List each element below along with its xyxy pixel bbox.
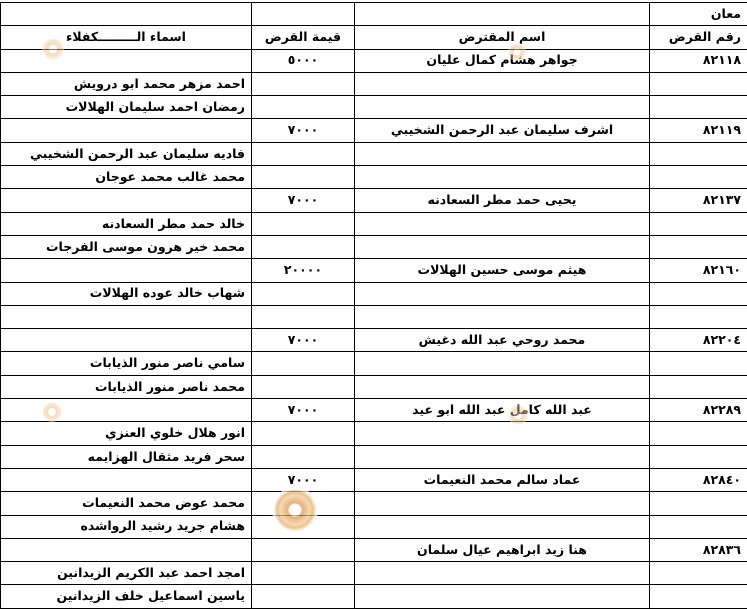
guarantor-row <box>1 212 747 235</box>
guarantor-row <box>1 166 747 189</box>
loan-number: ٨٢٨٤٠ <box>650 468 747 491</box>
empty-cell <box>252 375 355 398</box>
empty-cell <box>650 212 747 235</box>
guarantor-name: سحر فريد مثقال الهزايمه <box>1 445 252 468</box>
guarantor-name: امجد احمد عبد الكريم الزيدانين <box>1 562 252 585</box>
empty-cell <box>650 585 747 608</box>
guarantor-row <box>1 282 747 305</box>
borrower-name: هيثم موسى حسين الهلالات <box>355 259 650 282</box>
empty-cell <box>650 166 747 189</box>
loan-amount: ٧٠٠٠ <box>252 329 355 352</box>
guarantor-name: محمد غالب محمد عوجان <box>1 166 252 189</box>
empty-cell <box>650 422 747 445</box>
borrower-name: عماد سالم محمد النعيمات <box>355 468 650 491</box>
guarantor-name: ياسين اسماعيل خلف الزيدانين <box>1 585 252 608</box>
loan-amount <box>252 538 355 561</box>
guarantor-row <box>1 515 747 538</box>
borrower-name: محمد روحي عبد الله دغيش <box>355 329 650 352</box>
empty-cell <box>1 399 252 422</box>
loan-row <box>1 49 747 72</box>
loan-amount: ٧٠٠٠ <box>252 399 355 422</box>
empty-cell <box>1 3 252 26</box>
loans-table-body <box>1 3 747 609</box>
guarantor-name: هشام جريد رشيد الرواشده <box>1 515 252 538</box>
empty-cell <box>252 142 355 165</box>
empty-cell <box>252 492 355 515</box>
header-guarantors: اسماء الـــــــــكفلاء <box>1 26 252 49</box>
empty-cell <box>650 352 747 375</box>
empty-cell <box>1 468 252 491</box>
empty-cell <box>650 445 747 468</box>
guarantor-name: انور هلال خلوي العنزي <box>1 422 252 445</box>
empty-cell <box>1 538 252 561</box>
empty-cell <box>355 422 650 445</box>
empty-cell <box>355 212 650 235</box>
loan-amount: ٧٠٠٠ <box>252 119 355 142</box>
loan-row <box>1 399 747 422</box>
borrower-name: هنا زيد ابراهيم عيال سلمان <box>355 538 650 561</box>
empty-cell <box>252 585 355 608</box>
empty-cell <box>252 212 355 235</box>
borrower-name: عبد الله كامل عبد الله ابو عيد <box>355 399 650 422</box>
empty-cell <box>355 72 650 95</box>
empty-cell <box>355 492 650 515</box>
guarantor-row <box>1 142 747 165</box>
loan-number: ٨٢١٣٧ <box>650 189 747 212</box>
guarantor-name: محمد عوض محمد النعيمات <box>1 492 252 515</box>
loan-number: ٨٢٢٠٤ <box>650 329 747 352</box>
loan-row <box>1 119 747 142</box>
borrower-name: جواهر هشام كمال عليان <box>355 49 650 72</box>
empty-cell <box>252 515 355 538</box>
borrower-name: اشرف سليمان عبد الرحمن الشخيبي <box>355 119 650 142</box>
empty-cell <box>355 235 650 258</box>
loan-number: ٨٢٨٣٦ <box>650 538 747 561</box>
guarantor-row <box>1 235 747 258</box>
top-label-row <box>1 3 747 26</box>
empty-cell <box>355 585 650 608</box>
empty-cell <box>1 189 252 212</box>
empty-cell <box>650 96 747 119</box>
guarantor-row <box>1 375 747 398</box>
guarantor-name: فاديه سليمان عبد الرحمن الشخيبي <box>1 142 252 165</box>
empty-cell <box>1 259 252 282</box>
guarantor-name: رمضان احمد سليمان الهلالات <box>1 96 252 119</box>
empty-cell <box>252 235 355 258</box>
guarantor-row <box>1 96 747 119</box>
empty-cell <box>252 445 355 468</box>
empty-cell <box>650 562 747 585</box>
loan-amount: ٥٠٠٠ <box>252 49 355 72</box>
loan-number: ٨٢١٦٠ <box>650 259 747 282</box>
guarantor-row <box>1 585 747 608</box>
empty-cell <box>252 96 355 119</box>
empty-cell <box>355 375 650 398</box>
empty-cell <box>252 72 355 95</box>
empty-cell <box>650 282 747 305</box>
guarantor-name <box>1 305 252 328</box>
empty-cell <box>355 352 650 375</box>
guarantor-name: محمد خير هرون موسى الفرجات <box>1 235 252 258</box>
loan-amount: ٢٠٠٠٠ <box>252 259 355 282</box>
guarantor-row <box>1 492 747 515</box>
guarantor-row <box>1 352 747 375</box>
guarantor-row <box>1 305 747 328</box>
loans-table <box>0 2 747 609</box>
empty-cell <box>650 235 747 258</box>
loan-amount: ٧٠٠٠ <box>252 189 355 212</box>
empty-cell <box>355 96 650 119</box>
empty-cell <box>355 282 650 305</box>
header-loan-amount: قيمة القرض <box>252 26 355 49</box>
empty-cell <box>252 352 355 375</box>
header-row <box>1 26 747 49</box>
empty-cell <box>650 492 747 515</box>
guarantor-name: سامي ناصر منور الذيابات <box>1 352 252 375</box>
empty-cell <box>355 305 650 328</box>
region-label: معان <box>650 3 747 26</box>
loan-number: ٨٢٢٨٩ <box>650 399 747 422</box>
loan-row <box>1 468 747 491</box>
empty-cell <box>650 515 747 538</box>
loan-row <box>1 259 747 282</box>
empty-cell <box>252 305 355 328</box>
empty-cell <box>1 49 252 72</box>
loan-row <box>1 538 747 561</box>
empty-cell <box>252 166 355 189</box>
empty-cell <box>252 3 355 26</box>
empty-cell <box>355 445 650 468</box>
empty-cell <box>252 282 355 305</box>
borrower-name: يحيى حمد مطر السعادنه <box>355 189 650 212</box>
empty-cell <box>252 562 355 585</box>
loan-number: ٨٢١١٩ <box>650 119 747 142</box>
header-borrower-name: اسم المقترض <box>355 26 650 49</box>
empty-cell <box>355 562 650 585</box>
empty-cell <box>355 3 650 26</box>
empty-cell <box>650 142 747 165</box>
empty-cell <box>355 515 650 538</box>
guarantor-name: خالد حمد مطر السعادنه <box>1 212 252 235</box>
loan-row <box>1 189 747 212</box>
guarantor-name: محمد ناصر منور الذيابات <box>1 375 252 398</box>
loan-row <box>1 329 747 352</box>
guarantor-row <box>1 72 747 95</box>
guarantor-row <box>1 445 747 468</box>
empty-cell <box>1 119 252 142</box>
empty-cell <box>355 166 650 189</box>
header-loan-number: رقم القرض <box>650 26 747 49</box>
guarantor-name: شهاب خالد عوده الهلالات <box>1 282 252 305</box>
guarantor-row <box>1 422 747 445</box>
loan-number: ٨٢١١٨ <box>650 49 747 72</box>
empty-cell <box>355 142 650 165</box>
guarantor-name: احمد مزهر محمد ابو درويش <box>1 72 252 95</box>
loan-amount: ٧٠٠٠ <box>252 468 355 491</box>
guarantor-row <box>1 562 747 585</box>
empty-cell <box>650 305 747 328</box>
empty-cell <box>1 329 252 352</box>
empty-cell <box>252 422 355 445</box>
empty-cell <box>650 72 747 95</box>
empty-cell <box>650 375 747 398</box>
